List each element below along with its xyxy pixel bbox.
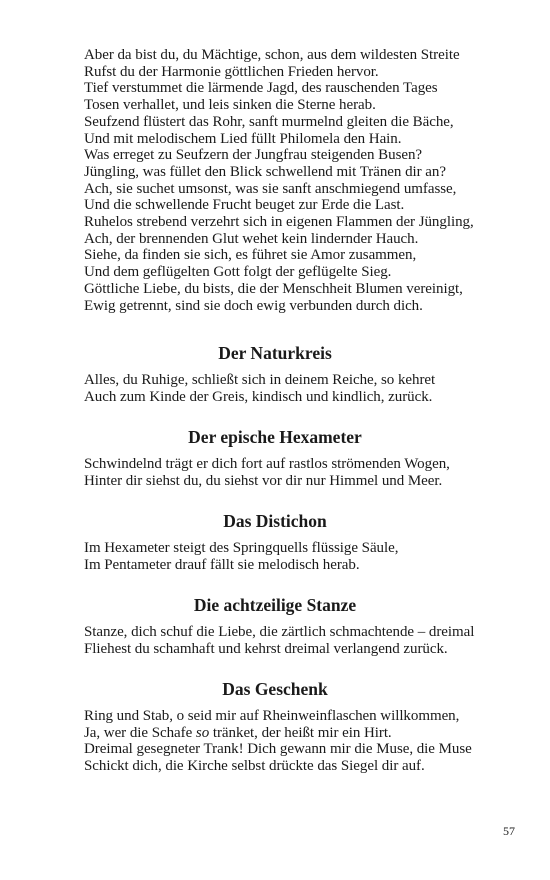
poem-title: Der Naturkreis — [218, 343, 332, 363]
verse-line: Aber da bist du, du Mächtige, schon, aus dem wildesten Streite — [84, 47, 460, 63]
verse-line — [84, 725, 514, 742]
poem-title: Die achtzeilige Stanze — [193, 595, 357, 615]
verse-line: Ach, der brennenden Glut wehet kein lindernder Hauch. — [84, 230, 419, 247]
verse-line: Schwindelnd trägt er dich fort auf rastlos strömenden Wogen, — [84, 456, 450, 472]
verse-text: tränket, der heißt mir ein Hirt. — [209, 724, 392, 741]
verse-line: Ach, sie suchet umsonst, was sie sanft anschmiegend umfasse, — [84, 180, 457, 197]
verse-line: Auch zum Kinde der Greis, kindisch und kindlich, zurück. — [84, 388, 433, 405]
poem-das-distichon — [84, 511, 514, 573]
verse-line: Fliehest du schamhaft und kehrst dreimal verlangend zurück. — [84, 640, 448, 657]
intro-stanza — [84, 47, 514, 314]
verse-line: Tief verstummet die lärmende Jagd, des rauschenden Tages — [84, 80, 438, 97]
verse-line: Stanze, dich schuf die Liebe, die zärtlich schmachtende – dreimal — [84, 624, 475, 640]
verse-line: Und dem geflügelten Gott folgt der geflügelte Sieg. — [84, 264, 392, 281]
poem-die-achtzeilige-stanze — [84, 595, 514, 657]
page-number: 57 — [503, 824, 515, 838]
verse-line: Im Hexameter steigt des Springquells flüssige Säule, — [84, 540, 399, 556]
poem-der-naturkreis — [84, 343, 514, 405]
verse-line: Ring und Stab, o seid mir auf Rheinweinflaschen willkommen, — [84, 708, 460, 724]
verse-line: Jüngling, was füllet den Blick schwellend mit Tränen dir an? — [84, 163, 446, 180]
verse-line: Rufst du der Harmonie göttlichen Frieden hervor. — [84, 63, 379, 80]
verse-line: Was erreget zu Seufzern der Jungfrau steigenden Busen? — [84, 147, 423, 164]
verse-line: Ruhelos strebend verzehrt sich in eigenen Flammen der Jüngling, — [84, 214, 474, 231]
verse-line: Tosen verhallet, und leis sinken die Sterne herab. — [84, 97, 376, 114]
verse-line: Göttliche Liebe, du bists, die der Menschheit Blumen vereinigt, — [84, 280, 463, 297]
verse-line: Schickt dich, die Kirche selbst drückte das Siegel dir auf. — [84, 758, 425, 775]
verse-line: Und mit melodischem Lied füllt Philomela den Hain. — [84, 130, 402, 147]
poem-der-epische-hexameter — [84, 427, 514, 489]
verse-line: Ewig getrennt, sind sie doch ewig verbunden durch dich. — [84, 297, 423, 314]
poem-das-geschenk — [84, 679, 514, 775]
verse-line: Hinter dir siehst du, du siehst vor dir nur Himmel und Meer. — [84, 472, 443, 489]
poem-title: Das Geschenk — [222, 679, 328, 699]
verse-line: Seufzend flüstert das Rohr, sanft murmelnd gleiten die Bäche, — [84, 113, 454, 130]
emphasized-word: so — [195, 724, 210, 741]
verse-line: Siehe, da finden sie sich, es führet sie Amor zusammen, — [84, 247, 417, 264]
poem-title: Der epische Hexameter — [188, 427, 362, 447]
verse-line: Und die schwellende Frucht beuget zur Erde die Last. — [84, 197, 405, 214]
verse-text: Ja, wer die Schafe — [84, 724, 196, 741]
verse-line: Alles, du Ruhige, schließt sich in deinem Reiche, so kehret — [84, 372, 436, 388]
verse-line: Im Pentameter drauf fällt sie melodisch herab. — [84, 556, 360, 573]
verse-line: Dreimal gesegneter Trank! Dich gewann mir die Muse, die Muse — [84, 741, 472, 758]
poem-title: Das Distichon — [223, 511, 327, 531]
